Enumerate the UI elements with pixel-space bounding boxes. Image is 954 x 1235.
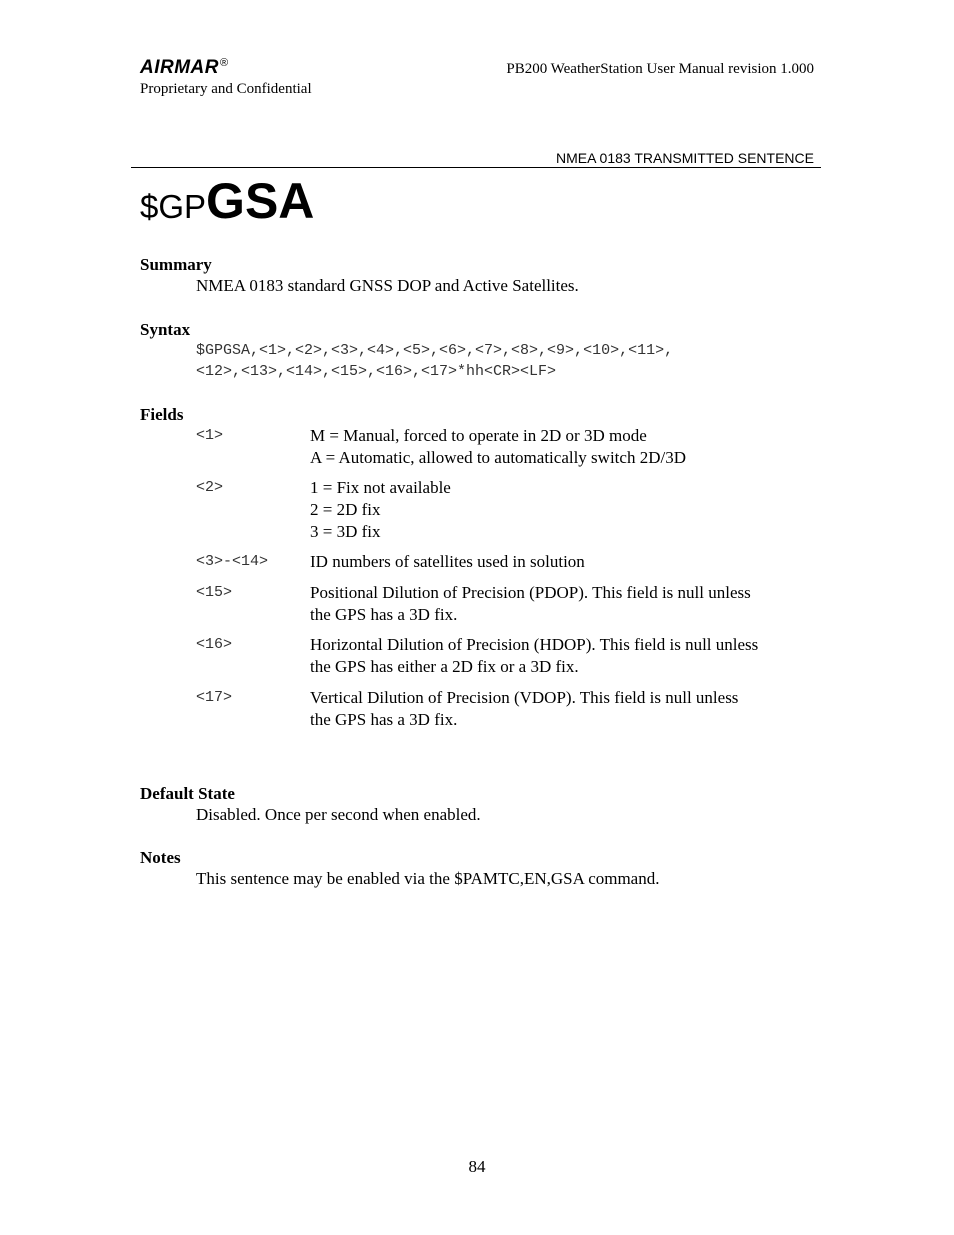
field-description	[310, 425, 820, 469]
default-state-text: Disabled. Once per second when enabled.	[196, 805, 481, 824]
fields-title: Fields	[140, 405, 184, 424]
default-state-title: Default State	[140, 784, 235, 803]
page-number: 84	[468, 1157, 486, 1176]
page-title	[140, 172, 314, 230]
field-key: <3>-<14>	[196, 553, 269, 570]
field-key: <1>	[196, 427, 224, 444]
field-desc-line: the GPS has either a 2D fix or a 3D fix.	[310, 657, 579, 676]
syntax-line-1: $GPGSA,<1>,<2>,<3>,<4>,<5>,<6>,<7>,<8>,<9>,<10>,<11>,	[196, 342, 674, 359]
field-desc-line: 2 = 2D fix	[310, 500, 381, 519]
summary-title: Summary	[140, 255, 212, 274]
field-description	[310, 687, 820, 731]
field-description	[310, 582, 820, 626]
brand-name: AIRMAR	[140, 57, 219, 78]
field-description	[310, 551, 820, 573]
field-desc-line: Positional Dilution of Precision (PDOP). This field is null unless	[310, 583, 751, 602]
registered-mark: ®	[220, 57, 229, 69]
field-desc-line: A = Automatic, allowed to automatically switch 2D/3D	[310, 448, 686, 467]
field-desc-line: 1 = Fix not available	[310, 478, 451, 497]
field-key: <17>	[196, 689, 233, 706]
brand-logo	[140, 57, 229, 79]
confidential-label: Proprietary and Confidential	[140, 81, 312, 97]
title-main: GSA	[206, 173, 315, 229]
notes-text: This sentence may be enabled via the $PAMTC,EN,GSA command.	[196, 869, 660, 888]
notes-title: Notes	[140, 848, 181, 867]
field-desc-line: the GPS has a 3D fix.	[310, 710, 458, 729]
field-desc-line: Vertical Dilution of Precision (VDOP). This field is null unless	[310, 688, 739, 707]
field-desc-line: 3 = 3D fix	[310, 522, 381, 541]
field-key: <2>	[196, 479, 224, 496]
field-desc-line: Horizontal Dilution of Precision (HDOP). This field is null unless	[310, 635, 759, 654]
syntax-title: Syntax	[140, 320, 191, 339]
field-desc-line: the GPS has a 3D fix.	[310, 605, 458, 624]
syntax-line-2: <12>,<13>,<14>,<15>,<16>,<17>*hh<CR><LF>	[196, 363, 557, 380]
field-description	[310, 634, 820, 678]
field-desc-line: M = Manual, forced to operate in 2D or 3D mode	[310, 426, 647, 445]
summary-text: NMEA 0183 standard GNSS DOP and Active Satellites.	[196, 276, 579, 295]
field-desc-line: ID numbers of satellites used in solution	[310, 552, 585, 571]
section-label: NMEA 0183 TRANSMITTED SENTENCE	[555, 150, 814, 166]
field-description	[310, 477, 820, 543]
header-rule	[131, 167, 821, 168]
field-key: <16>	[196, 636, 233, 653]
title-prefix: $GP	[140, 188, 207, 225]
field-key: <15>	[196, 584, 233, 601]
manual-title: PB200 WeatherStation User Manual revision 1.000	[506, 61, 814, 77]
